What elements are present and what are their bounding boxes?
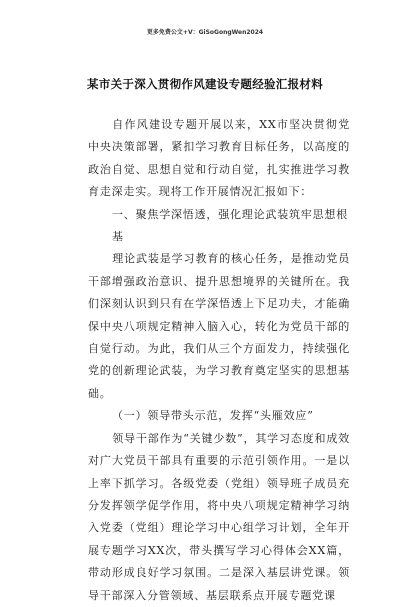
- subsection-heading-1: （一）领导带头示范，发挥“头雁效应”: [112, 409, 314, 423]
- paragraph-1: 理论武装是学习教育的核心任务，是推动党员干部增强政治意识、提升思想境界的关键所在。我们深刻认识到只有在学深悟透上下足功夫，才能确保中央八项规定精神入脑入心，转化为党员干部的自觉行动。为此，我们从三个方面发力，持续强化党的创新理论武装，为学习教育奠定坚实的思想基础。: [88, 252, 350, 400]
- section-heading-1: 一、聚焦学深悟透，强化理论武装筑牢思想根基: [112, 207, 348, 244]
- intro-paragraph: 自作风建设专题开展以来，XX市坚决贯彻党中央决策部署，紧扣学习教育目标任务，以高度的政治自觉、思想自觉和行动自觉，扎实推进学习教育走深走实。现将工作开展情况汇报如下：: [88, 118, 350, 199]
- document-title: 某市关于深入贯彻作风建设专题经验汇报材料: [87, 77, 323, 91]
- header-note: 更多免费公文+V：GiSoGongWen2024: [146, 29, 264, 36]
- document-body: [88, 114, 350, 607]
- paragraph-2: 领导干部作为“关键少数”，其学习态度和成效对广大党员干部具有重要的示范引领作用。一是以上率下抓学习。各级党委（党组）领导班子成员充分发挥领学促学作用，将中央八项规定精神学习纳入党委（党组）理论学习中心组学习计划，全年开展专题学习XX次，带头撰写学习心得体会XX篇，带动形成良好学习氛围。二是深入基层讲党课。领导干部深入分管领域、基层联系点开展专题党课: [88, 431, 350, 602]
